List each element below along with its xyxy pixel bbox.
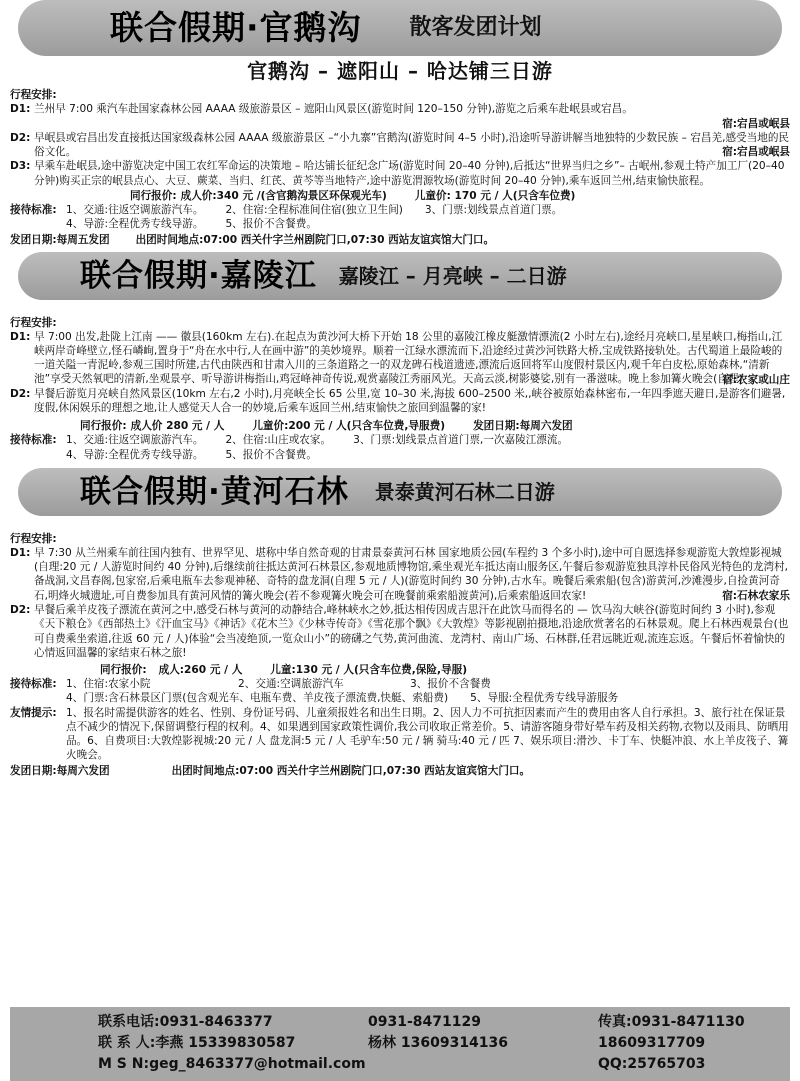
day-text: 早乘车赴岷县,途中游览决定中国工农红军命运的决策地 – 哈达铺长征纪念广场(游览时间 20–40 分钟),后抵达“世界当归之乡”– 古岷州,参观土特产加工厂(20–40 分钟)购买正宗的岷县点心、大豆、蕨菜、当归、红芪、黄芩等当地特产,途中游览渭源牧场(游览时间 20–40 分钟),乘车返回兰州,结束愉快旅程。: [34, 160, 785, 187]
departure-date: 发团日期:每周六发团: [10, 765, 110, 778]
trip1-day3: [10, 159, 790, 187]
trip3-price: [10, 663, 790, 677]
day-key: D1:: [10, 547, 31, 560]
trip3-tagline: 景泰黄河石林二日游: [374, 479, 555, 504]
adult-price: 成人价:340 元 /(含官鹅沟景区环保观光车): [180, 189, 387, 202]
trip3-tips: [10, 706, 790, 763]
contact-footer: [10, 1007, 790, 1081]
day-stay: 宿:宕昌或岷县: [722, 117, 790, 130]
standard-item: 3、报价不含餐费: [410, 678, 491, 691]
trip2-banner: [18, 252, 782, 300]
adult-price: 成人:260 元 / 人: [158, 663, 243, 676]
adult-price: 成人价 280 元 / 人: [130, 420, 225, 433]
price-label: 同行报价:: [80, 420, 127, 433]
departure-place: 出团时间地点:07:00 西关什字兰州剧院门口,07:30 西站友谊宾馆大门口。: [171, 765, 531, 778]
contact-msn: M S N:geg_8463377@hotmail.com: [98, 1056, 366, 1072]
standard-item: 1、交通:往返空调旅游汽车。: [66, 204, 204, 217]
standard-item: 2、交通:空调旅游汽车: [238, 678, 344, 691]
trip3-departure: [10, 764, 790, 778]
contact-person-2: 杨林 13609314136: [368, 1035, 509, 1051]
trip3-day1: [10, 546, 790, 603]
standard-item: 4、导游:全程优秀专线导游。: [66, 218, 204, 231]
day-key: D1:: [10, 103, 31, 116]
trip1-day2: [10, 131, 790, 160]
day-key: D1:: [10, 330, 31, 343]
day-key: D2:: [10, 131, 31, 144]
standards-label: 接待标准:: [10, 204, 57, 217]
standards-label: 接待标准:: [10, 434, 57, 447]
standard-item: 4、门票:含石林景区门票(包含观光车、电瓶车费、羊皮筏子漂流费,快艇、索船费): [66, 692, 449, 705]
trip3-brand: 联合假期·黄河石林: [80, 473, 349, 510]
standard-item: 5、报价不含餐费。: [225, 218, 317, 231]
day-stay: 宿:农家或山庄: [722, 373, 790, 386]
price-label: 同行报价:: [130, 189, 177, 202]
day-text: 早 7:30 从兰州乘车前往国内独有、世界罕见、堪称中华自然奇观的甘肃景泰黄河石林 国家地质公园(车程约 3 个多小时),途中可自愿选择参观游览大敦煌影视城(自理:20 元 / 人游览时间约 40 分钟),后继续前往抵达黄河石林景区,参观地质博物馆,乘坐观光车抵达南山服务区,午餐后参观游览独具淳朴民俗风光特色的龙湾村,备战洞,文昌春阁,包家窑,后乘电瓶车去参观神秘、奇特的盘龙洞(自理 5 元 / 人)(游览时间约 30 分钟),古水车。晚餐后乘索船(包含)游黄河,沙滩漫步,自捡黄河奇石,明烽火城遗址,可自费参加具有黄河风情的篝火晚会(若不参观篝火晚会可在晚餐前乘索船渡黄河),后乘索船返回农家!: [34, 547, 789, 602]
standards-label: 接待标准:: [10, 678, 57, 691]
child-price: 儿童价:200 元 / 人(只含车位费,导服费): [252, 420, 446, 433]
contact-qq: QQ:25765703: [598, 1056, 706, 1072]
trip1-departure: [10, 233, 790, 247]
standard-item: 3、门票:划线景点首道门票,一次嘉陵江漂流。: [353, 434, 569, 447]
day-stay: 宿:石林农家乐: [722, 589, 790, 602]
trip1-brand: 联合假期·官鹅沟: [110, 7, 362, 47]
tips-text: 1、报名时需提供游客的姓名、性别、身份证号码、儿童须报姓名和出生日期。2、因人力不可抗拒因素而产生的费用由客人自行承担。3、旅行社在保证景点不减少的情况下,保留调整行程的权利。4、如果遇到国家政策性调价,我公司收取正常差价。5、请游客随身带好晕车药及相关药物,衣物以及雨具、防晒用品。6、自费项目:大敦煌影视城:20 元 / 人 盘龙洞:5 元 / 人 毛驴车:50 元 / 辆 骑马:40 元 / 匹 7、娱乐项目:滑沙、卡丁车、快艇冲浪、水上羊皮筏子、篝火晚会。: [66, 706, 789, 762]
trip1-banner: [18, 0, 782, 56]
day-text: 早岷县或宕昌出发直接抵达国家级森林公园 AAAA 级旅游景区 –“小九寨”官鹅沟(游览时间 4–5 小时),沿途听导游讲解当地独特的少数民族 – 宕昌羌,感受当地的民俗文化。: [34, 131, 790, 159]
trip2-day1: [10, 330, 790, 387]
standard-item: 4、导游:全程优秀专线导游。: [66, 448, 204, 461]
trip2-day2: [10, 387, 790, 415]
standard-item: 1、住宿:农家小院: [66, 678, 151, 691]
contact-phone-2: 0931-8471129: [368, 1014, 481, 1030]
contact-phone: 联系电话:0931-8463377: [98, 1014, 273, 1030]
price-label: 同行报价:: [100, 663, 147, 676]
trip3-itinerary-label: 行程安排:: [10, 532, 57, 545]
day-stay: 宿:宕昌或岷县: [722, 146, 790, 159]
standard-item: 2、住宿:山庄或农家。: [225, 434, 332, 447]
trip1-itinerary-label: 行程安排:: [10, 89, 57, 102]
day-text: 早餐后游览月亮峡自然风景区(10km 左右,2 小时),月亮峡全长 65 公里,宽 10–30 米,海拔 600–2500 米,,峡谷被原始森林密布,一年四季遮天避日,是游客们避暑,度假,休闲娱乐的理想之地,让人感觉天人合一的妙境,后乘车返回兰州,结束愉快之旅回到温馨的家!: [34, 387, 786, 415]
trip2-standards: [10, 433, 790, 461]
trip3-day2: [10, 603, 790, 660]
day-text: 早餐后乘羊皮筏子漂流在黄河之中,感受石林与黄河的动静结合,峰林峡水之妙,抵达相传因成吉思汗在此饮马而得名的 — 饮马沟大峡谷(游览时间约 3 小时),参观《天下粮仓》《西部热土》《汗血宝马》《神话》《花木兰》《少林寺传奇》《雪花那个飘》《大敦煌》等影视剧拍摄地,沿途欣赏著名的石林景观。爬上石林西观景台(也可自费乘坐索道,往返 60 元 / 人)体验“会当凌绝顶,一览众山小”的磅礴之气势,黄河曲流、龙湾村、南山广场、石林群,任君远眺近观,流连忘返。午餐后怀着愉快的心情返回温馨的家结束石林之旅!: [34, 604, 789, 659]
departure-place: 出团时间地点:07:00 西关什字兰州剧院门口,07:30 西站友谊宾馆大门口。: [135, 234, 495, 247]
trip2-tagline: 嘉陵江 – 月亮峡 – 二日游: [338, 263, 567, 288]
tips-label: 友情提示:: [10, 706, 57, 719]
trip2-itinerary-label: 行程安排:: [10, 316, 57, 329]
standard-item: 3、门票:划线景点首道门票。: [424, 204, 563, 217]
contact-person-3: 18609317709: [598, 1035, 706, 1051]
trip2-price: [10, 419, 790, 433]
standard-item: 2、住宿:全程标准间住宿(独立卫生间): [225, 204, 403, 217]
day-key: D3:: [10, 160, 31, 173]
day-text: 早 7:00 出发,赴陇上江南 —— 徽县(160km 左右).在起点为黄沙河大桥下开始 18 公里的嘉陵江橡皮艇激情漂流(2 小时左右),途经月亮峡口,星星峡口,梅指山,江峡两岸奇峰壁立,怪石嶙峋,置身于“舟在水中行,人在画中游”的美妙境界。顺着一江绿水漂流而下,沿途经过黄沙河铁路大桥,宝成铁路接轨处。古代蜀道上最险峻的一道关隘一青泥岭,参观三国时所建,古代由陕西和甘肃入川的三条道路之一的双龙碑石栈道遗迹,漂流后返回将军山度假村景区内,观千年白皮松,原始森林,“清新池”享受天然氧吧的清新,坐观景亭、听导游讲梅指山,鸡冠峰神奇传说,观赏嘉陵江秀丽风光。天高云淡,树影婆娑,别有一番滋味。晚上参加篝火晚会(自理): [34, 330, 783, 386]
day-text: 兰州早 7:00 乘汽车赴国家森林公园 AAAA 级旅游景区 – 遮阳山风景区(游览时间 120–150 分钟),游览之后乘车赴岷县或宕昌。: [34, 103, 633, 116]
standard-item: 1、交通:往返空调旅游汽车。: [66, 434, 204, 447]
standard-item: 5、导服:全程优秀专线导游服务: [470, 692, 619, 705]
contact-fax: 传真:0931-8471130: [598, 1014, 745, 1030]
trip1-subtitle: 官鹅沟 – 遮阳山 – 哈达铺三日游: [247, 59, 553, 83]
trip1-tagline: 散客发团计划: [409, 14, 542, 40]
departure-date: 发团日期:每周五发团: [10, 234, 110, 247]
trip2-brand: 联合假期·嘉陵江: [80, 257, 317, 294]
trip1-standards: [10, 203, 790, 231]
contact-person-1: 联 系 人:李燕 15339830587: [98, 1035, 296, 1051]
trip1-day1: [10, 102, 790, 130]
day-key: D2:: [10, 604, 31, 617]
standard-item: 5、报价不含餐费。: [225, 448, 317, 461]
child-price: 儿童:130 元 / 人(只含车位费,保险,导服): [270, 663, 468, 676]
departure-date: 发团日期:每周六发团: [473, 420, 573, 433]
child-price: 儿童价: 170 元 / 人(只含车位费): [414, 189, 576, 202]
day-key: D2:: [10, 387, 31, 400]
trip1-price: [10, 189, 790, 203]
trip3-banner: [18, 468, 782, 516]
trip3-standards: [10, 677, 790, 705]
